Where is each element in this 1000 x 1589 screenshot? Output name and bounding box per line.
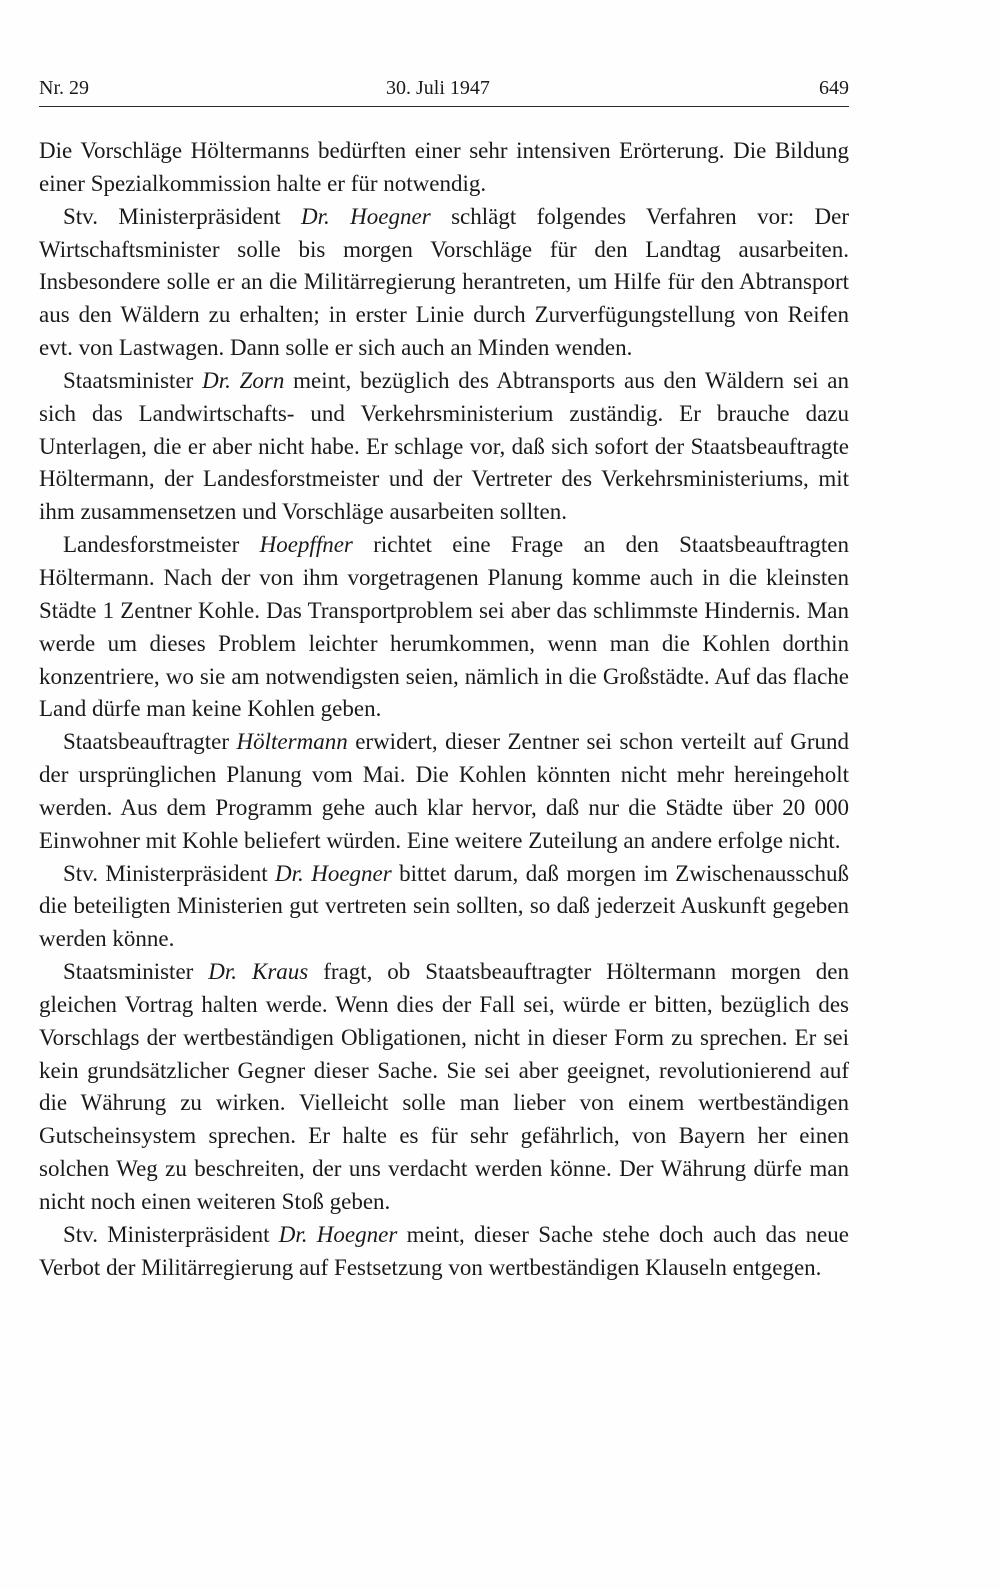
paragraph-text: erwidert, dieser Zentner sei schon verteilt auf Grund der ursprünglichen Planung vom Mai. Die Kohlen könnten nicht mehr hereingeholt werden. Aus dem Programm gehe auch klar hervor, daß nur die Städte über 20 000 Einwohner mit Kohle beliefert würden. Eine weitere Zuteilung an andere erfolge nicht. bbox=[39, 729, 849, 853]
speaker-name: Dr. Hoegner bbox=[278, 1221, 398, 1247]
page-number: 649 bbox=[819, 77, 849, 99]
speaker-role: Stv. Ministerpräsident bbox=[63, 203, 281, 229]
speaker-role: Landesforstmeister bbox=[63, 532, 240, 558]
paragraph-hoepffner bbox=[39, 529, 849, 726]
paragraph-continuation bbox=[39, 135, 849, 201]
speaker-name: Dr. Hoegner bbox=[301, 203, 431, 229]
paragraph-text: meint, dieser Sache stehe doch auch das neue Verbot der Militärregierung auf Festsetzung von wertbeständigen Klauseln entgegen. bbox=[39, 1221, 850, 1280]
paragraph-text: bittet darum, daß morgen im Zwischenausschuß die beteiligten Ministerien gut vertreten sein sollten, so daß jederzeit Auskunft gegeben werden könne. bbox=[39, 860, 850, 952]
paragraph-text: fragt, ob Staatsbeauftragter Höltermann morgen den gleichen Vortrag halten werde. Wenn dies der Fall sei, würde er bitten, bezüglich des Vorschlags der wertbeständigen Obligationen, nicht in dieser Form zu sprechen. Er sei kein grundsätzlicher Gegner dieser Sache. Sie sei aber geeignet, revolutionierend auf die Währung zu wirken. Vielleicht solle man lieber von einem wertbeständigen Gutscheinsystem sprechen. Er halte es für sehr gefährlich, von Bayern her einen solchen Weg zu beschreiten, der uns verdacht werden könne. Der Währung dürfe man nicht noch einen weiteren Stoß geben. bbox=[39, 959, 850, 1214]
speaker-name: Dr. Hoegner bbox=[275, 860, 392, 886]
paragraph-text: schlägt folgendes Verfahren vor: Der Wirtschaftsminister solle bis morgen Vorschläge für den Landtag ausarbeiten. Insbesondere solle er an die Militärregierung herantreten, um Hilfe für den Abtransport aus den Wäldern zu erhalten; in erster Linie durch Zurverfügungstellung von Reifen evt. von Lastwagen. Dann solle er sich auch an Minden wenden. bbox=[39, 203, 850, 361]
speaker-name: Dr. Kraus bbox=[208, 959, 309, 985]
paragraph-zorn bbox=[39, 365, 849, 529]
speaker-name: Hoepffner bbox=[259, 532, 353, 558]
paragraph-hoegner-3 bbox=[39, 1219, 849, 1285]
speaker-role: Stv. Ministerpräsident bbox=[63, 860, 268, 886]
speaker-role: Stv. Ministerpräsident bbox=[63, 1221, 270, 1247]
document-body bbox=[39, 135, 849, 1285]
running-header bbox=[39, 76, 849, 106]
paragraph-hoegner-2 bbox=[39, 858, 849, 957]
paragraph-text: Die Vorschläge Höltermanns bedürften einer sehr intensiven Erörterung. Die Bildung einer Spezialkommission halte er für notwendig. bbox=[39, 138, 849, 196]
header-rule bbox=[39, 106, 849, 107]
speaker-role: Staatsminister bbox=[63, 367, 194, 393]
paragraph-hoegner-1 bbox=[39, 201, 849, 365]
paragraph-text: meint, bezüglich des Abtransports aus den Wäldern sei an sich das Landwirtschafts- und Verkehrsministerium zuständig. Er brauche dazu Unterlagen, die er aber nicht habe. Er schlage vor, daß sich sofort der Staatsbeauftragte Höltermann, der Landesforstmeister und der Vertreter des Verkehrsministeriums, mit ihm zusammensetzen und Vorschläge ausarbeiten sollten. bbox=[39, 367, 849, 525]
speaker-role: Staatsminister bbox=[63, 959, 194, 985]
paragraph-kraus bbox=[39, 956, 849, 1219]
speaker-name: Höltermann bbox=[236, 729, 348, 755]
speaker-name: Dr. Zorn bbox=[202, 367, 285, 393]
date-heading: 30. Juli 1947 bbox=[386, 77, 490, 99]
issue-number: Nr. 29 bbox=[39, 77, 89, 99]
paragraph-hoeltermann bbox=[39, 726, 849, 857]
paragraph-text: richtet eine Frage an den Staatsbeauftragten Höltermann. Nach der von ihm vorgetragenen Planung komme auch in die kleinsten Städte 1 Zentner Kohle. Das Transportproblem sei aber das schlimmste Hindernis. Man werde um dieses Problem leichter herumkommen, wenn man die Kohlen dorthin konzentriere, wo sie am notwendigsten seien, nämlich in die Großstädte. Auf das flache Land dürfe man keine Kohlen geben. bbox=[39, 532, 850, 722]
speaker-role: Staatsbeauftragter bbox=[63, 729, 230, 755]
